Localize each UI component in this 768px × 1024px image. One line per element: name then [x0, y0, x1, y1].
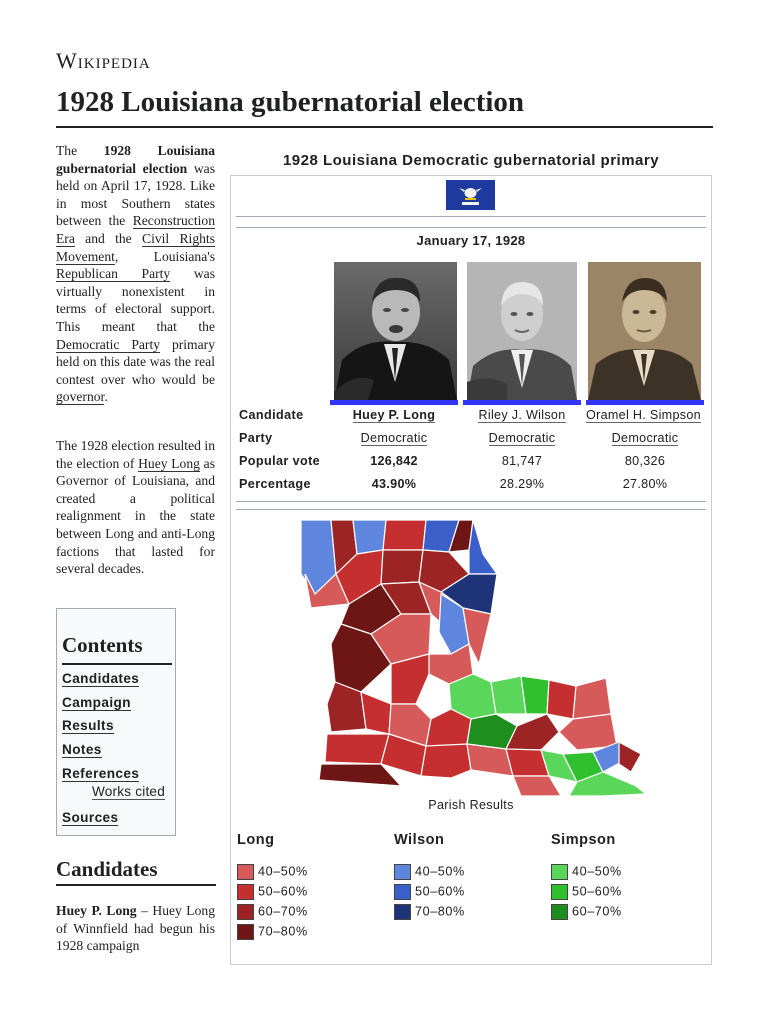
- row-label-percentage: Percentage: [239, 477, 311, 491]
- infobox: [230, 175, 712, 965]
- toc-link-results[interactable]: Results: [62, 718, 114, 733]
- legend-label: 50–60%: [258, 884, 308, 899]
- pct-simpson: 27.80%: [622, 477, 668, 491]
- infobox-divider: [236, 501, 706, 502]
- legend-swatch: [237, 924, 254, 940]
- map-caption: Parish Results: [428, 798, 514, 812]
- long-color-bar: [330, 400, 458, 405]
- toc-title: Contents: [62, 633, 143, 657]
- legend-item: [394, 884, 465, 900]
- text-run: was virtually nonexistent in terms of electoral support. This meant that the: [56, 266, 215, 334]
- row-label-party: Party: [239, 431, 273, 445]
- toc-link-candidates[interactable]: Candidates: [62, 671, 140, 686]
- text-run: 1928 Louisiana gubernatorial election: [56, 143, 215, 176]
- text-run: as Governor of Louisiana, and created a political realignment in the state between Long and anti-Long factions that lasted for several decades.: [56, 455, 215, 577]
- text-run: was held on April 17, 1928. Like in most Southern states between the: [56, 160, 215, 229]
- legend-swatch: [237, 904, 254, 920]
- inline-link[interactable]: Huey Long: [138, 455, 200, 471]
- title-divider: [56, 126, 713, 128]
- legend-item: [551, 864, 622, 880]
- legend-item: [237, 864, 308, 880]
- legend-swatch: [394, 864, 411, 880]
- party-link-wilson[interactable]: Democratic: [488, 431, 556, 445]
- inline-link[interactable]: governor: [56, 389, 105, 405]
- legend-label: 70–80%: [258, 924, 308, 939]
- pct-long: 43.90%: [371, 477, 417, 491]
- legend-label: 70–80%: [415, 904, 465, 919]
- inline-link[interactable]: Winnfield: [73, 920, 128, 936]
- lead-paragraph-2: [56, 437, 215, 578]
- candidate-name-long[interactable]: Huey P. Long: [352, 408, 436, 422]
- legend-label: 60–70%: [258, 904, 308, 919]
- candidate-name-wilson[interactable]: Riley J. Wilson: [478, 408, 566, 422]
- section-heading-candidates: Candidates: [56, 857, 158, 881]
- legend-label: 40–50%: [415, 864, 465, 879]
- toc-link-campaign[interactable]: Campaign: [62, 695, 131, 710]
- lead-paragraph-1: [56, 142, 215, 406]
- table-of-contents: [56, 608, 176, 836]
- simpson-color-bar: [586, 400, 704, 405]
- text-run: – Huey Long of: [56, 903, 215, 936]
- legend-swatch: [237, 864, 254, 880]
- legend-item: [237, 884, 308, 900]
- inline-link[interactable]: Republican Party: [56, 266, 171, 282]
- inline-link[interactable]: Reconstruction Era: [56, 213, 215, 246]
- legend-label: 60–70%: [572, 904, 622, 919]
- infobox-caption: 1928 Louisiana Democratic gubernatorial primary: [282, 152, 660, 169]
- legend-swatch: [551, 864, 568, 880]
- wikipedia-logo[interactable]: [56, 48, 151, 74]
- row-label-popular-vote: Popular vote: [239, 454, 321, 468]
- legend-item: [237, 904, 308, 920]
- infobox-divider: [236, 509, 706, 510]
- text-run: .: [104, 389, 108, 405]
- text-run: and the: [74, 230, 142, 246]
- inline-link[interactable]: Democratic Party: [56, 336, 161, 352]
- infobox-divider: [236, 227, 706, 228]
- toc-divider: [62, 663, 172, 665]
- inline-link[interactable]: Huey P. Long: [56, 903, 137, 918]
- legend-label: 50–60%: [572, 884, 622, 899]
- candidates-paragraph: [56, 902, 215, 955]
- legend-swatch: [394, 884, 411, 900]
- page-title: 1928 Louisiana gubernatorial election: [56, 86, 525, 118]
- legend-label: 50–60%: [415, 884, 465, 899]
- votes-simpson: 80,326: [624, 454, 666, 468]
- wilson-color-bar: [463, 400, 581, 405]
- votes-long: 126,842: [370, 454, 418, 468]
- election-date: January 17, 1928: [416, 233, 526, 248]
- legend-item: [394, 904, 465, 920]
- legend-item: [237, 924, 308, 940]
- party-link-simpson[interactable]: Democratic: [611, 431, 679, 445]
- toc-link-references[interactable]: References: [62, 766, 140, 781]
- inline-link[interactable]: Civil Rights Movement: [56, 230, 215, 264]
- legend-heading-wilson: Wilson: [394, 832, 445, 848]
- legend-label: 40–50%: [572, 864, 622, 879]
- legend-swatch: [551, 884, 568, 900]
- text-run: The: [56, 143, 104, 158]
- legend-swatch: [237, 884, 254, 900]
- legend-swatch: [394, 904, 411, 920]
- legend-item: [551, 884, 622, 900]
- legend-label: 40–50%: [258, 864, 308, 879]
- legend-item: [394, 864, 465, 880]
- legend-heading-long: Long: [237, 832, 275, 848]
- huey-long-photo[interactable]: [334, 262, 457, 400]
- louisiana-flag[interactable]: [446, 180, 495, 210]
- section-divider: [56, 884, 216, 886]
- text-run: had begun his 1928 campaign: [56, 920, 215, 954]
- parish-results-map[interactable]: [301, 514, 646, 796]
- text-run: , Louisiana's: [114, 248, 215, 264]
- pct-wilson: 28.29%: [499, 477, 545, 491]
- infobox-divider: [236, 216, 706, 217]
- text-run: primary held on this date was the real contest over who would be: [56, 336, 215, 387]
- text-run: The 1928 election resulted in the election of: [56, 438, 215, 471]
- party-link-long[interactable]: Democratic: [360, 431, 428, 445]
- toc-link-notes[interactable]: Notes: [62, 742, 102, 757]
- legend-swatch: [551, 904, 568, 920]
- logo-text: Wikipedia: [56, 48, 151, 73]
- riley-wilson-photo[interactable]: [467, 262, 577, 400]
- row-label-candidate: Candidate: [239, 408, 304, 422]
- legend-heading-simpson: Simpson: [551, 832, 616, 848]
- toc-link-works-cited[interactable]: Works cited: [92, 784, 165, 799]
- legend-item: [551, 904, 622, 920]
- oramel-simpson-photo[interactable]: [588, 262, 701, 400]
- votes-wilson: 81,747: [501, 454, 543, 468]
- toc-link-sources[interactable]: Sources: [62, 810, 119, 825]
- candidate-name-simpson[interactable]: Oramel H. Simpson: [586, 408, 701, 422]
